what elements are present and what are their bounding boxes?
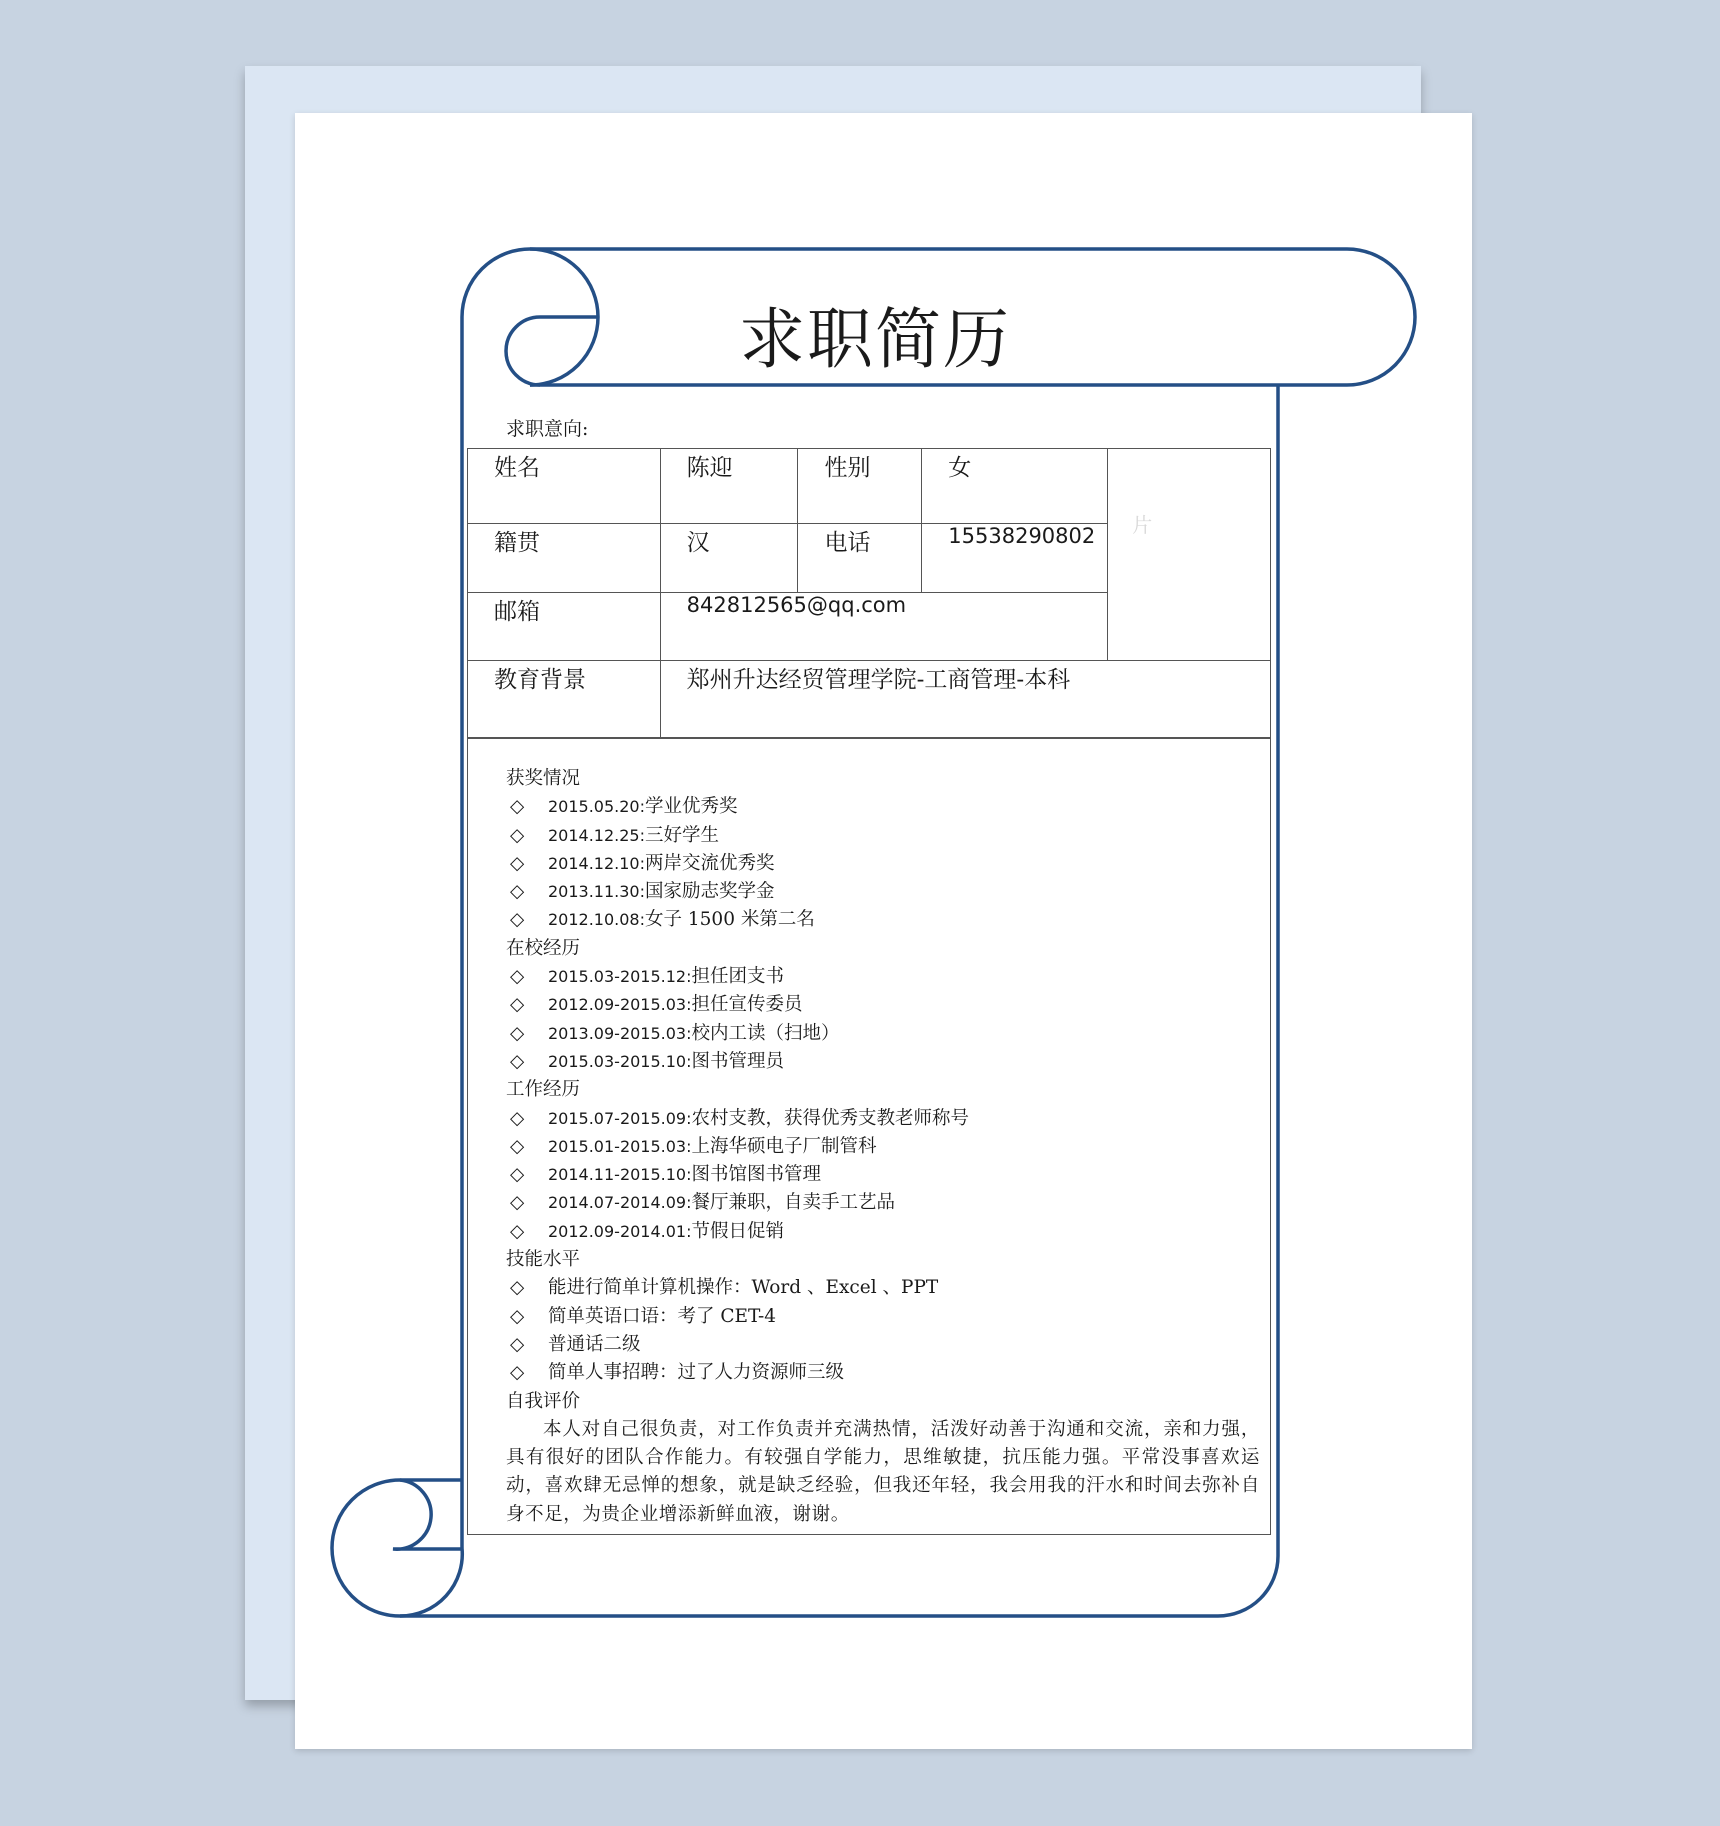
- item-date: 2012.10.08:: [548, 910, 645, 930]
- list-item: [506, 1359, 1260, 1387]
- item-text: 能进行简单计算机操作：Word 、Excel 、PPT: [548, 1277, 939, 1299]
- item-text: 普通话二级: [548, 1333, 641, 1355]
- item-date: 2014.12.10:: [548, 853, 645, 873]
- item-text: 国家励志奖学金: [645, 881, 775, 903]
- section-heading: 自我评价: [506, 1390, 581, 1412]
- self-evaluation-text: 本人对自己很负责，对工作负责并充满热情，活泼好动善于沟通和交流，亲和力强，具有很好的团队合作能力。有较强自学能力，思维敏捷，抗压能力强。平常没事喜欢运动，喜欢肆无忌惮的想象，就是缺乏经验，但我还年轻，我会用我的汗水和时间去弥补自身不足，为贵企业增添新鲜血液，谢谢。: [506, 1418, 1260, 1525]
- diamond-bullet-icon: ◇: [510, 966, 525, 988]
- section-heading: 工作经历: [506, 1079, 581, 1101]
- diamond-bullet-icon: ◇: [510, 1107, 525, 1129]
- diamond-bullet-icon: ◇: [510, 1333, 525, 1355]
- item-text: 简单英语口语：考了 CET-4: [548, 1305, 777, 1327]
- item-date: 2015.03-2015.12:: [548, 967, 692, 987]
- diamond-bullet-icon: ◇: [510, 1362, 525, 1384]
- diamond-bullet-icon: ◇: [510, 852, 525, 874]
- item-text: 节假日促销: [691, 1220, 785, 1242]
- item-text: 三好学生: [645, 824, 720, 846]
- diamond-bullet-icon: ◇: [510, 1135, 525, 1157]
- email-label: 邮箱: [468, 593, 661, 661]
- diamond-bullet-icon: ◇: [510, 1220, 525, 1242]
- diamond-bullet-icon: ◇: [510, 1164, 525, 1186]
- diamond-bullet-icon: ◇: [510, 1277, 525, 1299]
- education-value: 郑州升达经贸管理学院-工商管理-本科: [660, 661, 1270, 738]
- diamond-bullet-icon: ◇: [510, 1050, 525, 1072]
- personal-info-table: [467, 448, 1271, 738]
- item-text: 担任宣传委员: [691, 994, 803, 1016]
- diamond-bullet-icon: ◇: [510, 796, 525, 818]
- name-label: 姓名: [468, 449, 661, 524]
- origin-value: 汉: [660, 524, 798, 593]
- list-item: [506, 878, 1260, 906]
- name-value: 陈迎: [660, 449, 798, 524]
- item-text: 校内工读（扫地）: [691, 1022, 840, 1044]
- item-date: 2013.11.30:: [548, 882, 645, 902]
- details-content: [506, 765, 1260, 1529]
- table-row: [468, 449, 1271, 524]
- page-title: 求职简历: [739, 301, 1011, 378]
- item-date: 2015.01-2015.03:: [548, 1136, 692, 1156]
- diamond-bullet-icon: ◇: [510, 1022, 525, 1044]
- list-item: [506, 1303, 1260, 1331]
- item-date: 2013.09-2015.03:: [548, 1023, 692, 1043]
- list-item: [506, 1105, 1260, 1133]
- scroll-top-curl-inner: [506, 317, 597, 385]
- list-item: [506, 1189, 1260, 1217]
- list-item: [506, 1161, 1260, 1189]
- item-date: 2014.12.25:: [548, 825, 645, 845]
- list-item: [506, 1020, 1260, 1048]
- item-text: 餐厅兼职，自卖手工艺品: [691, 1192, 896, 1214]
- list-item: [506, 906, 1260, 934]
- item-text: 担任团支书: [691, 966, 785, 988]
- item-text: 简单人事招聘：过了人力资源师三级: [548, 1362, 845, 1384]
- job-intent-label: 求职意向:: [506, 418, 589, 440]
- item-text: 农村支教，获得优秀支教老师称号: [691, 1107, 970, 1129]
- phone-value: 15538290802: [922, 524, 1108, 593]
- origin-label: 籍贯: [468, 524, 661, 593]
- item-text: 图书管理员: [691, 1050, 785, 1072]
- item-text: 学业优秀奖: [645, 796, 738, 818]
- item-date: 2015.05.20:: [548, 797, 645, 817]
- list-item: [506, 1048, 1260, 1076]
- diamond-bullet-icon: ◇: [510, 909, 525, 931]
- section-heading: 在校经历: [506, 937, 581, 959]
- gender-label: 性别: [798, 449, 922, 524]
- education-label: 教育背景: [468, 661, 661, 738]
- diamond-bullet-icon: ◇: [510, 1305, 525, 1327]
- list-item: [506, 822, 1260, 850]
- item-text: 女子 1500 米第二名: [645, 909, 815, 931]
- section-heading: 获奖情况: [506, 768, 581, 789]
- item-date: 2012.09-2015.03:: [548, 995, 692, 1015]
- diamond-bullet-icon: ◇: [510, 881, 525, 903]
- list-item: [506, 1133, 1260, 1161]
- table-row: [468, 661, 1271, 738]
- list-item: [506, 963, 1260, 991]
- item-date: 2012.09-2014.01:: [548, 1221, 692, 1241]
- list-item: [506, 793, 1260, 821]
- diamond-bullet-icon: ◇: [510, 1192, 525, 1214]
- list-item: [506, 1218, 1260, 1246]
- list-item: [506, 1274, 1260, 1302]
- item-date: 2015.03-2015.10:: [548, 1051, 692, 1071]
- item-text: 上海华硕电子厂制管科: [691, 1135, 877, 1157]
- item-date: 2015.07-2015.09:: [548, 1108, 692, 1128]
- list-item: [506, 850, 1260, 878]
- item-date: 2014.07-2014.09:: [548, 1193, 692, 1213]
- photo-placeholder: 片: [1108, 449, 1271, 661]
- item-date: 2014.11-2015.10:: [548, 1165, 692, 1185]
- gender-value: 女: [922, 449, 1108, 524]
- list-item: [506, 1331, 1260, 1359]
- diamond-bullet-icon: ◇: [510, 824, 525, 846]
- section-heading: 技能水平: [506, 1249, 581, 1271]
- item-text: 两岸交流优秀奖: [645, 852, 775, 874]
- diamond-bullet-icon: ◇: [510, 994, 525, 1016]
- email-value: 842812565@qq.com: [660, 593, 1108, 661]
- phone-label: 电话: [798, 524, 922, 593]
- item-text: 图书馆图书管理: [691, 1164, 822, 1186]
- scroll-bottom-curl-inner: [393, 1480, 462, 1549]
- list-item: [506, 991, 1260, 1019]
